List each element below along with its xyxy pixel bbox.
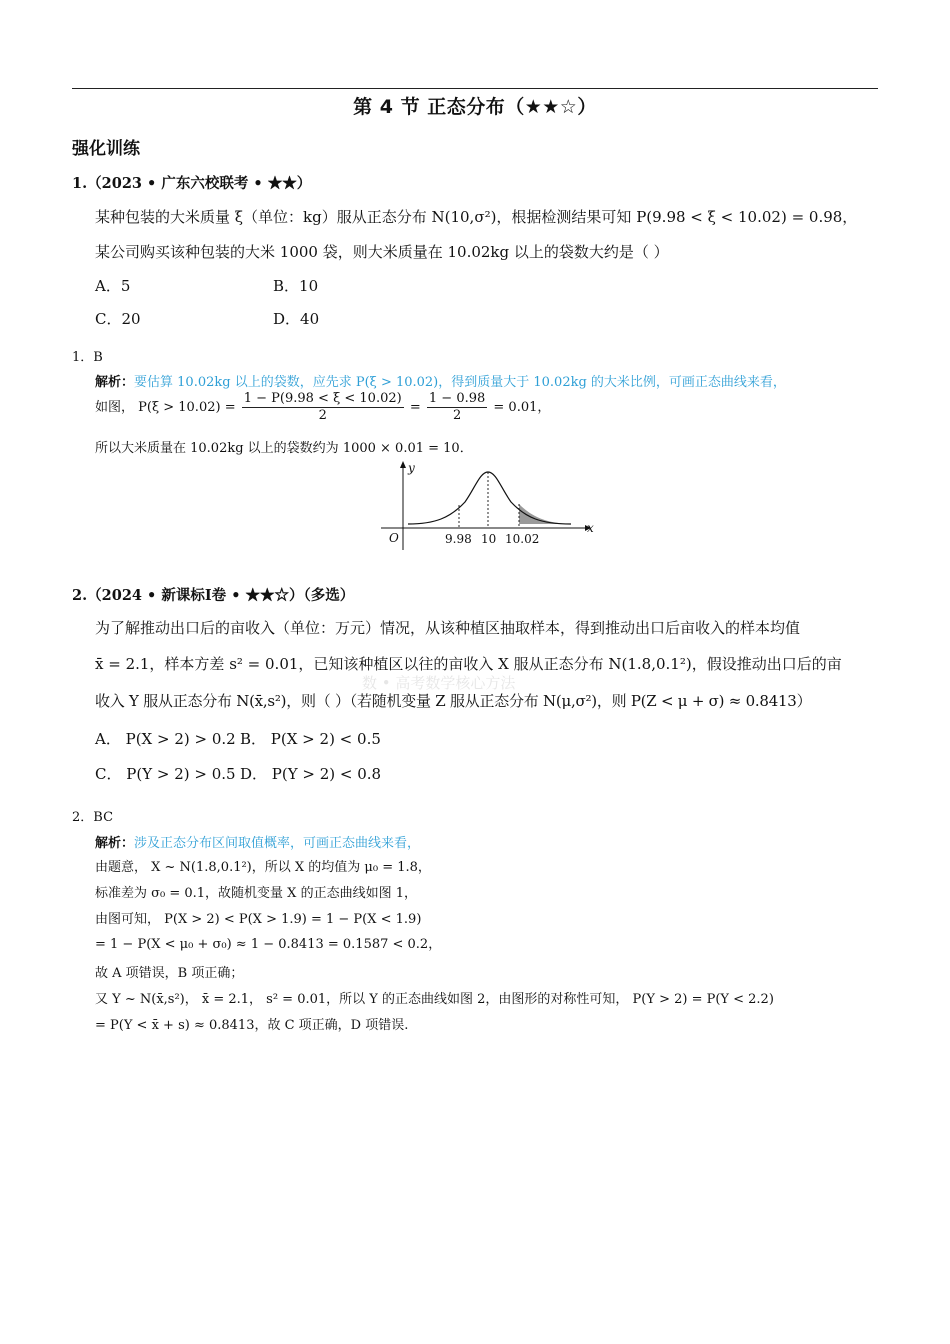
a1-equals: = [409, 400, 421, 415]
origin-label: O [389, 531, 399, 545]
a1-hint: 要估算 10.02kg 以上的袋数，应先求 P(ξ > 10.02)，得到质量大于 10.02kg 的大米比例，可画正态曲线来看， [134, 375, 786, 390]
x-axis-label: x [587, 521, 594, 535]
a2-line-3: 由图可知， P(X > 2) < P(X > 1.9) = 1 − P(X < 1.9) [95, 912, 422, 927]
a1-fraction-2-den: 2 [452, 408, 462, 423]
watermark: 数 • 高考数学核心方法 [362, 674, 516, 692]
a2-line-2: 标准差为 σ₀ = 0.1，故随机变量 X 的正态曲线如图 1， [95, 886, 417, 901]
q2-line-1: 为了解推动出口后的亩收入（单位：万元）情况，从该种植区抽取样本，得到推动出口后亩收入的样本均值 [95, 619, 801, 637]
a1-fraction-2-num: 1 − 0.98 [428, 391, 486, 406]
tick-label-9-98: 9.98 [445, 532, 472, 546]
a1-conclusion: 所以大米质量在 10.02kg 以上的袋数约为 1000 × 0.01 = 10． [95, 441, 473, 456]
a1-calc-line [95, 391, 550, 424]
a1-calc-prefix: 如图， P(ξ > 10.02) = [95, 400, 236, 415]
tick-label-10-02: 10.02 [505, 532, 540, 546]
q2-line-3: 收入 Y 服从正态分布 N(x̄,s²)，则（ ）（若随机变量 Z 服从正态分布 N(μ,σ²)，则 P(Z < μ + σ) ≈ 0.8413） [95, 692, 812, 710]
q1-line-1: 某种包装的大米质量 ξ（单位：kg）服从正态分布 N(10,σ²)，根据检测结果可知 P(9.98 < ξ < 10.02) = 0.98， [95, 208, 858, 226]
a1-fraction-1-num: 1 − P(9.98 < ξ < 10.02) [243, 391, 402, 406]
normal-curve [408, 472, 571, 524]
q1-option-a: A．5 [95, 277, 131, 295]
page-title: 第 4 节 正态分布（★★☆） [353, 96, 597, 118]
a2-hint: 涉及正态分布区间取值概率，可画正态曲线来看， [134, 836, 421, 851]
a1-label: 解析： [95, 375, 135, 390]
q2-option-b: B． P(X > 2) < 0.5 [240, 730, 381, 748]
q1-option-c: C．20 [95, 310, 141, 328]
shaded-tail-area [519, 504, 570, 524]
a1-fraction-2 [427, 391, 487, 424]
a2-answer: 2．BC [72, 810, 114, 825]
top-rule [72, 88, 878, 89]
q1-line-2: 某公司购买该种包装的大米 1000 袋，则大米质量在 10.02kg 以上的袋数大约是（ ） [95, 243, 669, 261]
y-axis-label: y [408, 461, 415, 475]
q2-option-c: C． P(Y > 2) > 0.5 [95, 765, 236, 783]
q2-option-d: D． P(Y > 2) < 0.8 [240, 765, 382, 783]
a1-answer: 1．B [72, 350, 103, 365]
q1-option-b: B．10 [273, 277, 319, 295]
q1-option-d: D．40 [273, 310, 320, 328]
q2-option-a: A． P(X > 2) > 0.2 [95, 730, 236, 748]
normal-curve-figure [375, 458, 601, 554]
a1-calc-suffix: = 0.01， [493, 400, 551, 415]
q2-line-2: x̄ = 2.1，样本方差 s² = 0.01，已知该种植区以往的亩收入 X 服从正态分布 N(1.8,0.1²)，假设推动出口后的亩 [95, 655, 842, 673]
a2-line-7: = P(Y < x̄ + s) ≈ 0.8413，故 C 项正确，D 项错误. [95, 1018, 409, 1033]
a2-line-6: 又 Y ~ N(x̄,s²)， x̄ = 2.1， s² = 0.01，所以 Y 的正态曲线如图 2，由图形的对称性可知， P(Y > 2) = P(Y < 2.2) [95, 992, 774, 1007]
a1-fraction-1 [242, 391, 404, 424]
tick-label-10: 10 [481, 532, 497, 546]
a2-line-4: = 1 − P(X < μ₀ + σ₀) ≈ 1 − 0.8413 = 0.1587 < 0.2， [95, 937, 442, 952]
q1-heading: 1.（2023 • 广东六校联考 • ★★） [72, 175, 312, 192]
a2-label: 解析： [95, 836, 135, 851]
y-axis-arrow [400, 461, 406, 468]
a1-fraction-1-den: 2 [318, 408, 327, 423]
a2-line-5: 故 A 项错误，B 项正确； [95, 966, 244, 981]
q2-heading: 2.（2024 • 新课标Ⅰ卷 • ★★☆）（多选） [72, 587, 355, 604]
a1-hint-line [95, 371, 786, 390]
a2-hint-line [95, 832, 420, 851]
a2-line-1: 由题意， X ~ N(1.8,0.1²)，所以 X 的均值为 μ₀ = 1.8， [95, 860, 431, 875]
section-heading: 强化训练 [72, 139, 140, 159]
